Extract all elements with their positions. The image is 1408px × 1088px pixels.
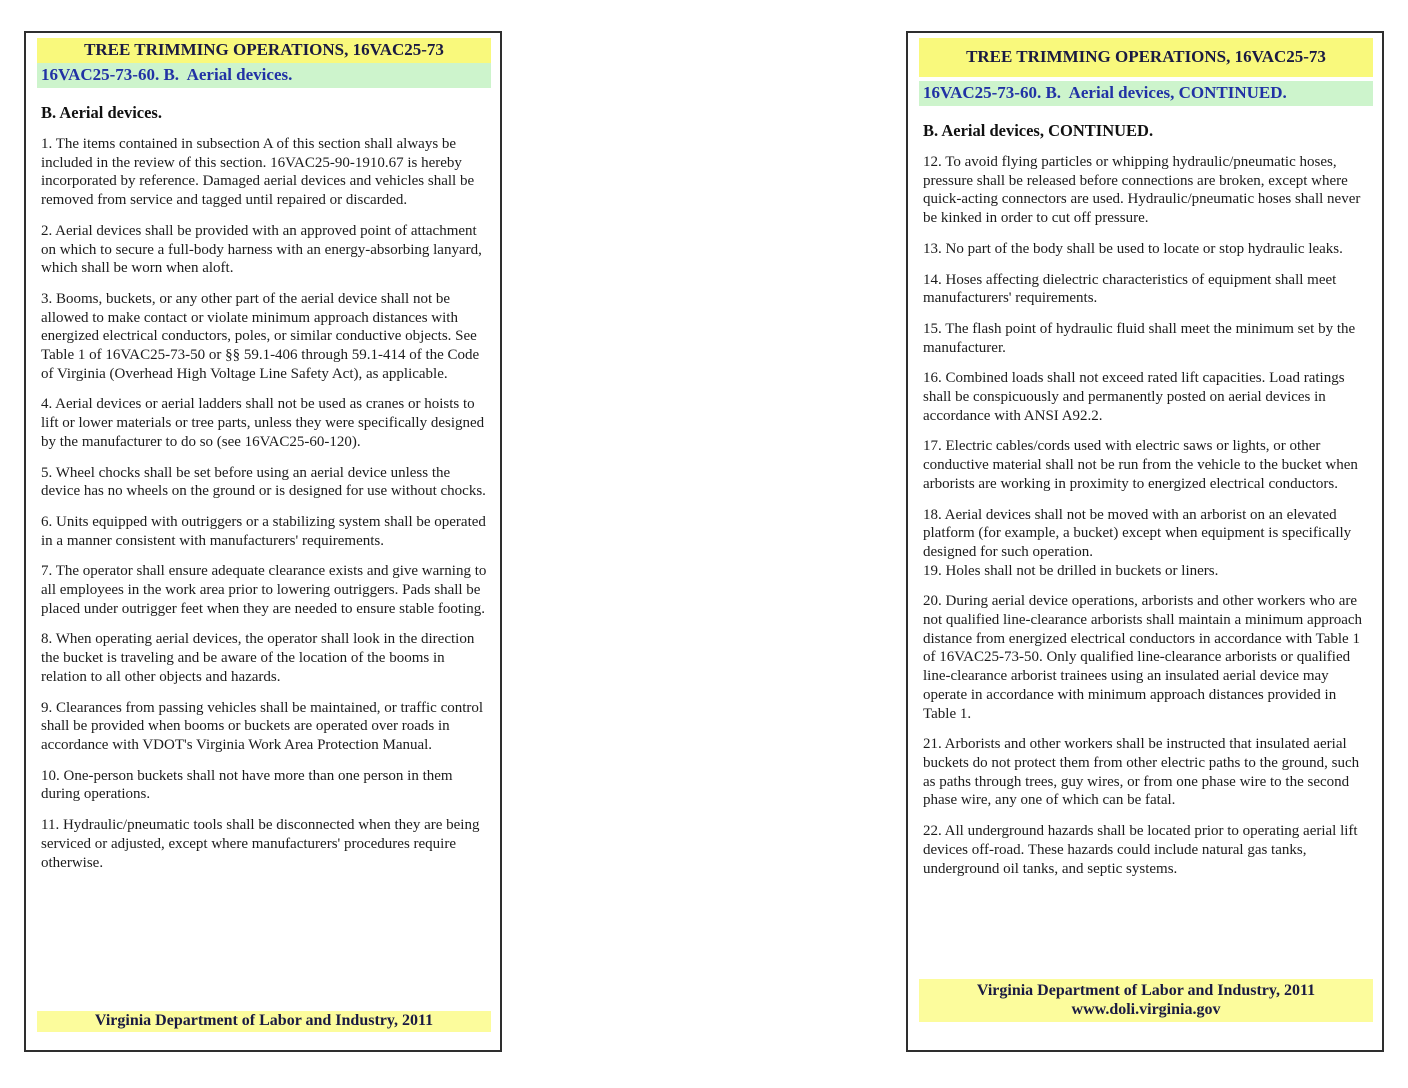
right-footer-text-line1: Virginia Department of Labor and Industry, 2011 [976,982,1316,999]
right-page-section-bar: 16VAC25-73-60. B. Aerial devices, CONTINUED. [919,81,1373,106]
right-document-page [906,31,1384,1052]
regulation-paragraph: 18. Aerial devices shall not be moved with an arborist on an elevated platform (for example, a bucket) except when equipment is specifically designed for such operation. [923,506,1352,560]
left-page-section-bar: 16VAC25-73-60. B. Aerial devices. [37,63,491,88]
regulation-paragraph: 4. Aerial devices or aerial ladders shall not be used as cranes or hoists to lift or lower materials or tree parts, unless they were specifically designed by the manufacturer to do so (see 16VAC25-60-120). [41,396,485,450]
left-footer-text: Virginia Department of Labor and Industry, 2011 [94,1012,434,1029]
regulation-paragraph: 16. Combined loads shall not exceed rated lift capacities. Load ratings shall be conspicuously and permanently posted on aerial devices in accordance with ANSI A92.2. [923,370,1345,424]
regulation-paragraph: 8. When operating aerial devices, the operator shall look in the direction the bucket is traveling and be aware of the location of the booms in relation to all other objects and hazards. [41,631,475,685]
left-page-footer-bar [37,1011,491,1032]
right-footer-text-line2: www.doli.virginia.gov [1071,1001,1221,1018]
regulation-paragraph: 5. Wheel chocks shall be set before using an aerial device unless the device has no wheels on the ground or is designed for use without chocks. [41,464,486,500]
regulation-paragraph: 1. The items contained in subsection A of this section shall always be included in the review of this section. 16VAC25-90-1910.67 is hereby incorporated by reference. Damaged aerial devices and vehicles shall be removed from service and tagged until repaired or discarded. [41,136,475,209]
regulation-paragraph: 7. The operator shall ensure adequate clearance exists and give warning to all employees in the work area prior to lowering outriggers. Pads shall be placed under outrigger feet when they are needed to ensure stable footing. [41,563,487,617]
regulation-paragraph: 13. No part of the body shall be used to locate or stop hydraulic leaks. [923,240,1343,257]
left-page-paragraph-list [41,135,488,872]
right-page-paragraph-list [923,153,1370,878]
regulation-paragraph: 2. Aerial devices shall be provided with an approved point of attachment on which to secure a full-body harness with an energy-absorbing lanyard, which shall be worn when aloft. [41,222,482,277]
left-page-body [26,103,500,872]
right-page-title-bar: TREE TRIMMING OPERATIONS, 16VAC25-73 [919,38,1373,77]
regulation-paragraph: 22. All underground hazards shall be located prior to operating aerial lift devices off-road. These hazards could include natural gas tanks, underground oil tanks, and septic systems. [923,823,1358,877]
regulation-paragraph: 9. Clearances from passing vehicles shall be maintained, or traffic control shall be provided when booms or buckets are operated over roads in accordance with VDOT's Virginia Work Area Protection Manual. [41,699,484,753]
left-page-title-bar: TREE TRIMMING OPERATIONS, 16VAC25-73 [37,38,491,63]
regulation-paragraph: 21. Arborists and other workers shall be instructed that insulated aerial buckets do not protect them from other electric paths to the ground, such as paths through trees, guy wires, or from one phase wire to the second phase wire, any one of which can be fatal. [923,736,1360,809]
regulation-paragraph: 20. During aerial device operations, arborists and other workers who are not qualified line-clearance arborists shall maintain a minimum approach distance from energized electrical conductors in accordance with Table 1 of 16VAC25-73-50. Only qualified line-clearance arborists or qualified line-clearance arborist trainees using an insulated aerial device may operate in accordance with minimum approach distances provided in Table 1. [923,593,1363,722]
regulation-paragraph: 6. Units equipped with outriggers or a stabilizing system shall be operated in a manner consistent with manufacturers' requirements. [41,513,486,549]
regulation-paragraph: 15. The flash point of hydraulic fluid shall meet the minimum set by the manufacturer. [923,320,1356,356]
regulation-paragraph: 17. Electric cables/cords used with electric saws or lights, or other conductive material shall not be run from the vehicle to the bucket when arborists are working in proximity to energized electrical conductors. [923,438,1358,492]
regulation-paragraph: 12. To avoid flying particles or whipping hydraulic/pneumatic hoses, pressure shall be released before connections are broken, except where quick-acting connectors are used. Hydraulic/pneumatic hoses shall never be kinked in order to cut off pressure. [923,154,1361,227]
regulation-paragraph: 19. Holes shall not be drilled in buckets or liners. [923,562,1219,579]
right-page-body [908,121,1382,878]
regulation-paragraph: 3. Booms, buckets, or any other part of the aerial device shall not be allowed to make contact or violate minimum approach distances with energized electrical conductors, poles, or similar conductive objects. See Table 1 of 16VAC25-73-50 or §§ 59.1-406 through 59.1-414 of the Code of Virginia (Overhead High Voltage Line Safety Act), as applicable. [41,290,480,382]
regulation-paragraph: 10. One-person buckets shall not have more than one person in them during operations. [41,767,453,803]
regulation-paragraph: 11. Hydraulic/pneumatic tools shall be disconnected when they are being serviced or adjusted, except where manufacturers' procedures require otherwise. [41,817,480,871]
right-page-heading: B. Aerial devices, CONTINUED. [923,121,1154,140]
left-page-heading: B. Aerial devices. [41,103,162,122]
regulation-paragraph: 14. Hoses affecting dielectric characteristics of equipment shall meet manufacturers' requirements. [923,271,1337,307]
right-page-footer-bar [919,979,1373,1022]
left-document-page [24,31,502,1052]
